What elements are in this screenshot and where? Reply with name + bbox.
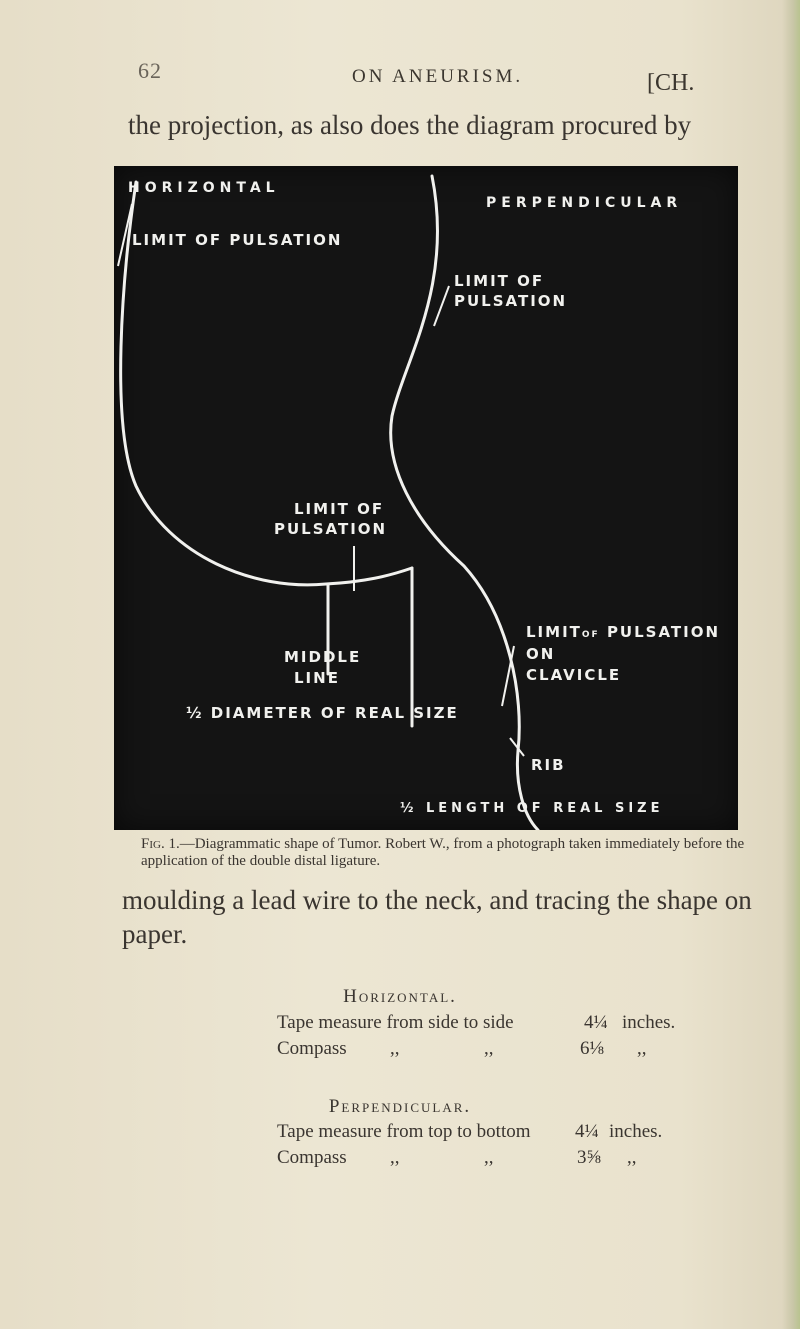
label-half-length-text: LENGTH OF REAL SIZE [426,801,664,816]
diagram-lines [114,166,738,830]
clavicle-pointer [502,646,514,706]
perpendicular-compass-ditto-1: ,, [390,1147,400,1168]
horizontal-tape-label: Tape measure from side to side [277,1012,514,1033]
diagram-figure [114,166,738,830]
label-half-length-frac: ½ [400,801,418,816]
horizontal-tape-value: 4¼ [584,1012,608,1033]
body-text-top: the projection, as also does the diagram procured by [128,110,692,140]
perpendicular-row-compass [277,1147,637,1169]
perpendicular-compass-unit: ,, [627,1147,637,1168]
figure-caption [141,836,761,870]
label-limit-clavicle-1: LIMIT [526,623,582,641]
label-half-diameter [186,706,459,721]
label-limit-top-left: LIMIT OF PULSATION [132,231,343,249]
running-head: ON ANEURISM. [352,66,524,87]
label-half-diameter-text: DIAMETER OF REAL SIZE [210,704,459,722]
label-limit-clavicle-of: OF [581,630,600,640]
label-limit-right-2: PULSATION [454,292,568,310]
perpendicular-row-tape [277,1121,663,1143]
page-number: 62 [138,58,162,83]
label-horizontal: HORIZONTAL [128,180,280,196]
body-paragraph: moulding a lead wire to the neck, and tracing the shape on paper. [122,885,752,949]
caption-fig-label: Fig. 1. [141,836,180,852]
perpendicular-compass-label: Compass [277,1147,347,1168]
label-clavicle: CLAVICLE [526,666,622,684]
horizontal-heading: Horizontal. [343,986,457,1007]
perpendicular-compass-ditto-2: ,, [484,1147,494,1168]
label-half-diameter-frac: ½ [186,704,204,722]
label-limit-clavicle-2: PULSATION [606,623,721,641]
label-middle-1: MIDDLE [284,648,362,666]
horizontal-compass-label: Compass [277,1038,347,1059]
page-header [0,58,800,98]
perpendicular-pointer [434,286,449,326]
perpendicular-compass-value: 3⅝ [577,1147,601,1168]
horizontal-compass-ditto-1: ,, [390,1038,400,1059]
horizontal-compass-unit: ,, [637,1038,647,1059]
label-limit-center-1: LIMIT OF [294,500,385,518]
label-middle-2: LINE [294,669,340,687]
label-on: ON [526,645,556,663]
horizontal-tape-unit: inches. [622,1012,676,1033]
perpendicular-heading: Perpendicular. [328,1096,472,1117]
horizontal-compass-ditto-2: ,, [484,1038,494,1059]
label-perpendicular: PERPENDICULAR [486,195,683,211]
perpendicular-tape-unit: inches. [609,1121,663,1142]
label-rib: RIB [531,756,566,774]
label-half-length [400,802,663,815]
caption-text: —Diagrammatic shape of Tumor. Robert W., from a photograph taken immediately before the application of the double distal ligature. [141,836,745,869]
horizontal-compass-value: 6⅛ [580,1038,604,1059]
chapter-reference: [CH. [647,70,695,96]
page-edge [782,0,800,1329]
perpendicular-tape-label: Tape measure from top to bottom [277,1121,531,1142]
horizontal-row-tape [277,1012,676,1034]
label-limit-clavicle [526,625,720,640]
label-limit-center-2: PULSATION [274,520,388,538]
horizontal-row-compass [277,1038,647,1060]
perpendicular-tape-value: 4¼ [575,1121,599,1142]
label-limit-right-1: LIMIT OF [454,272,545,290]
